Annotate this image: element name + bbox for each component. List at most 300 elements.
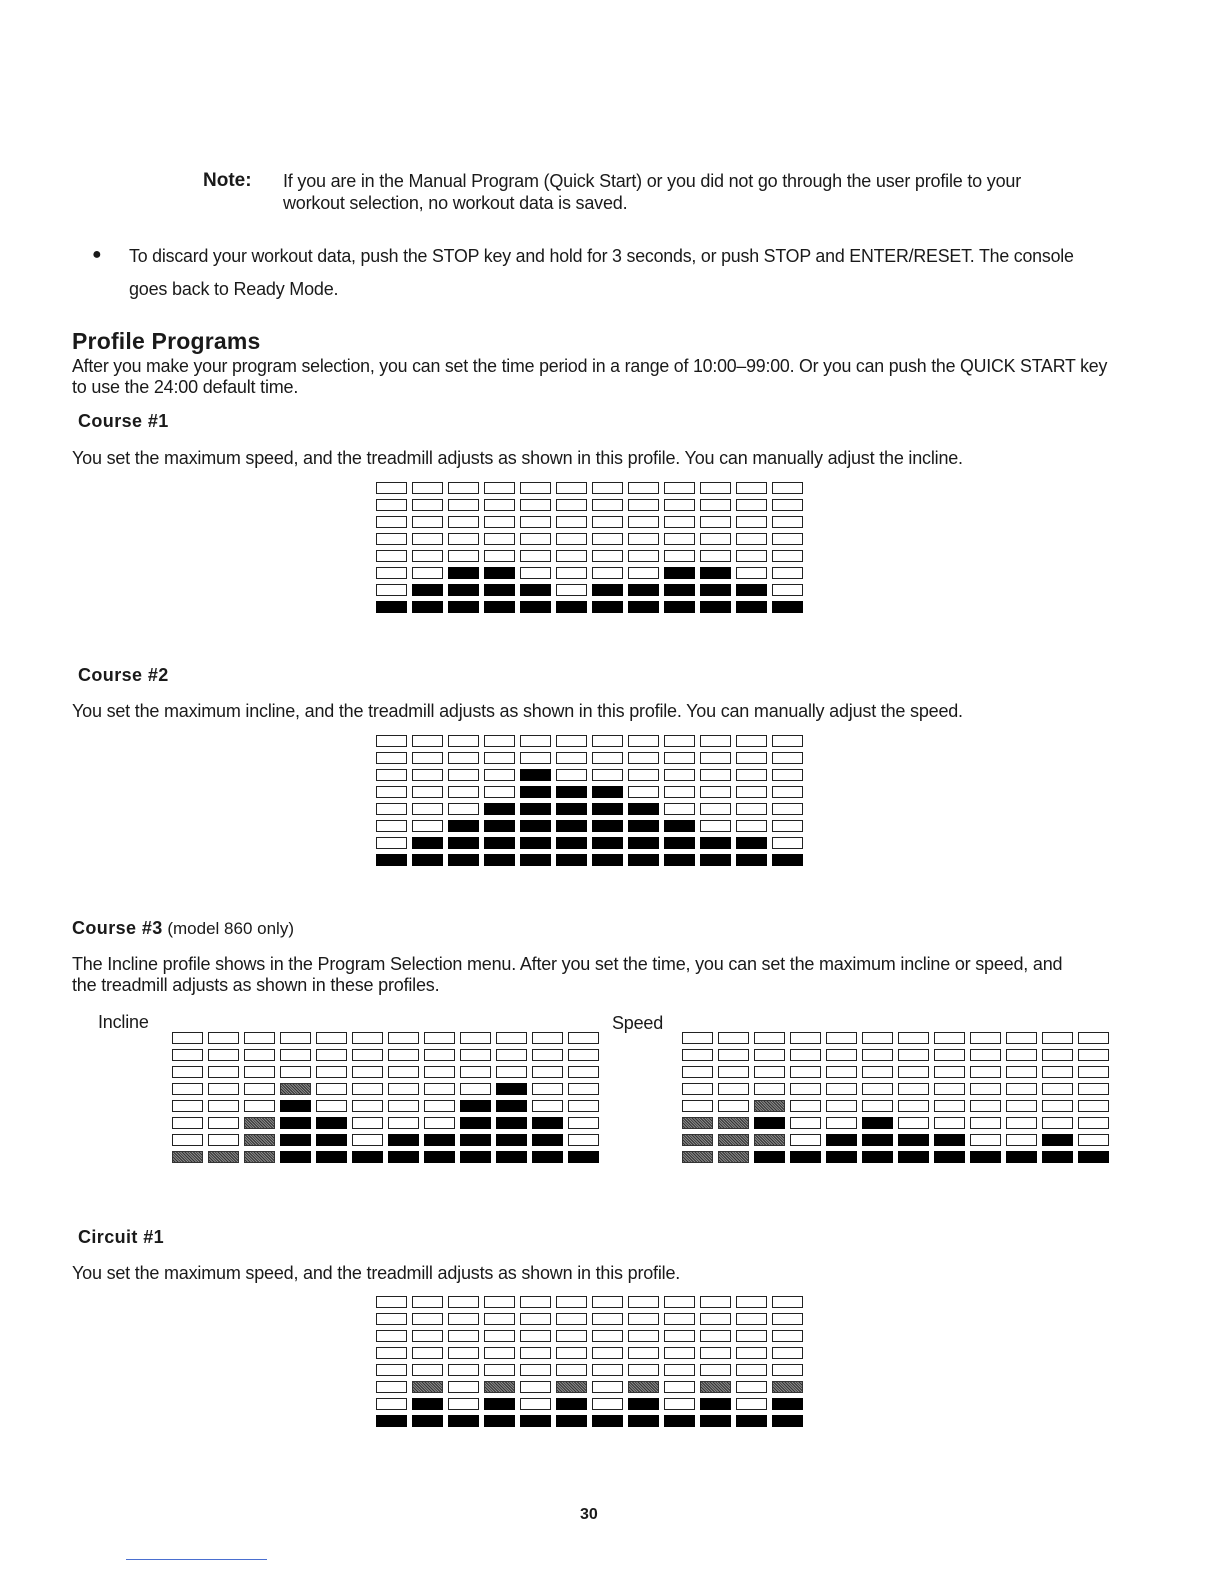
course3_speed-cell-r2-c4 xyxy=(790,1049,821,1061)
course1-cell-r7-c9 xyxy=(664,584,695,596)
course3_speed-cell-r8-c12 xyxy=(1078,1151,1109,1163)
course1-cell-r8-c5 xyxy=(520,601,551,613)
course3_speed-cell-r1-c1 xyxy=(682,1032,713,1044)
course1-cell-r6-c8 xyxy=(628,567,659,579)
course1-cell-r5-c5 xyxy=(520,550,551,562)
circuit1-cell-r8-c3 xyxy=(448,1415,479,1427)
course1-cell-r1-c12 xyxy=(772,482,803,494)
course2-cell-r1-c6 xyxy=(556,735,587,747)
circuit1-cell-r7-c4 xyxy=(484,1398,515,1410)
course1-cell-r7-c2 xyxy=(412,584,443,596)
circuit1-cell-r8-c1 xyxy=(376,1415,407,1427)
course3_incline-cell-r7-c4 xyxy=(280,1134,311,1146)
circuit1-title: Circuit #1 xyxy=(78,1227,165,1247)
course3_incline-cell-r3-c4 xyxy=(280,1066,311,1078)
course3_speed-cell-r3-c7 xyxy=(898,1066,929,1078)
course1-cell-r3-c2 xyxy=(412,516,443,528)
course3_speed-cell-r8-c10 xyxy=(1006,1151,1037,1163)
note-line-2: workout selection, no workout data is saved. xyxy=(283,193,628,213)
course2-cell-r3-c6 xyxy=(556,769,587,781)
circuit1-cell-r7-c5 xyxy=(520,1398,551,1410)
course3_speed-cell-r8-c11 xyxy=(1042,1151,1073,1163)
course3_incline-cell-r8-c6 xyxy=(352,1151,383,1163)
course3_speed-cell-r7-c8 xyxy=(934,1134,965,1146)
course3_speed-cell-r5-c12 xyxy=(1078,1100,1109,1112)
note-line-1: If you are in the Manual Program (Quick Start) or you did not go through the user profile to your xyxy=(283,171,1021,191)
course3_speed-cell-r5-c8 xyxy=(934,1100,965,1112)
course2-cell-r4-c3 xyxy=(448,786,479,798)
course2-cell-r2-c9 xyxy=(664,752,695,764)
course2-cell-r3-c9 xyxy=(664,769,695,781)
course2-cell-r5-c7 xyxy=(592,803,623,815)
course3_incline-cell-r4-c1 xyxy=(172,1083,203,1095)
course3_incline-cell-r2-c9 xyxy=(460,1049,491,1061)
course3_incline-cell-r3-c2 xyxy=(208,1066,239,1078)
course1-cell-r8-c4 xyxy=(484,601,515,613)
course1-cell-r6-c12 xyxy=(772,567,803,579)
course3_speed-cell-r8-c9 xyxy=(970,1151,1001,1163)
course2-cell-r6-c2 xyxy=(412,820,443,832)
course3_incline-cell-r6-c5 xyxy=(316,1117,347,1129)
circuit1-cell-r1-c12 xyxy=(772,1296,803,1308)
course3-title xyxy=(72,918,294,939)
course2-cell-r1-c5 xyxy=(520,735,551,747)
circuit1-cell-r5-c9 xyxy=(664,1364,695,1376)
course2-cell-r7-c5 xyxy=(520,837,551,849)
circuit1-cell-r8-c9 xyxy=(664,1415,695,1427)
circuit1-cell-r2-c3 xyxy=(448,1313,479,1325)
course1-cell-r5-c4 xyxy=(484,550,515,562)
course3_speed-cell-r6-c12 xyxy=(1078,1117,1109,1129)
course2-cell-r8-c12 xyxy=(772,854,803,866)
course2-cell-r5-c2 xyxy=(412,803,443,815)
course1-cell-r8-c1 xyxy=(376,601,407,613)
course2-cell-r8-c8 xyxy=(628,854,659,866)
circuit1-cell-r4-c9 xyxy=(664,1347,695,1359)
course1-cell-r2-c7 xyxy=(592,499,623,511)
course2-profile-grid xyxy=(376,735,803,866)
course1-description: You set the maximum speed, and the treadmill adjusts as shown in this profile. You can manually adjust the incline. xyxy=(72,448,963,468)
course2-cell-r1-c2 xyxy=(412,735,443,747)
course2-cell-r3-c3 xyxy=(448,769,479,781)
course2-cell-r4-c7 xyxy=(592,786,623,798)
circuit1-cell-r8-c4 xyxy=(484,1415,515,1427)
course3_incline-cell-r5-c3 xyxy=(244,1100,275,1112)
course3_incline-cell-r3-c10 xyxy=(496,1066,527,1078)
course1-cell-r7-c10 xyxy=(700,584,731,596)
course2-cell-r4-c11 xyxy=(736,786,767,798)
course1-cell-r4-c3 xyxy=(448,533,479,545)
course1-cell-r1-c4 xyxy=(484,482,515,494)
course1-cell-r1-c9 xyxy=(664,482,695,494)
circuit1-cell-r8-c8 xyxy=(628,1415,659,1427)
course2-cell-r8-c2 xyxy=(412,854,443,866)
course3_speed-cell-r4-c4 xyxy=(790,1083,821,1095)
circuit1-description: You set the maximum speed, and the treadmill adjusts as shown in this profile. xyxy=(72,1263,681,1283)
circuit1-cell-r2-c6 xyxy=(556,1313,587,1325)
course3_incline-cell-r5-c6 xyxy=(352,1100,383,1112)
circuit1-cell-r2-c9 xyxy=(664,1313,695,1325)
course3_speed-cell-r6-c11 xyxy=(1042,1117,1073,1129)
course2-cell-r7-c4 xyxy=(484,837,515,849)
course3-title-text: Course #3 xyxy=(72,918,163,938)
course3_speed-cell-r7-c9 xyxy=(970,1134,1001,1146)
course3_speed-cell-r3-c10 xyxy=(1006,1066,1037,1078)
course1-cell-r7-c4 xyxy=(484,584,515,596)
circuit1-cell-r1-c10 xyxy=(700,1296,731,1308)
footer-rule xyxy=(126,1559,267,1560)
circuit1-cell-r7-c8 xyxy=(628,1398,659,1410)
course3_speed-cell-r1-c6 xyxy=(862,1032,893,1044)
course2-cell-r6-c3 xyxy=(448,820,479,832)
circuit1-cell-r2-c5 xyxy=(520,1313,551,1325)
course3_incline-cell-r6-c10 xyxy=(496,1117,527,1129)
course3_speed-cell-r8-c2 xyxy=(718,1151,749,1163)
course3_incline-cell-r4-c5 xyxy=(316,1083,347,1095)
circuit1-cell-r6-c3 xyxy=(448,1381,479,1393)
course2-cell-r2-c8 xyxy=(628,752,659,764)
course3_incline-cell-r7-c1 xyxy=(172,1134,203,1146)
bullet-line-1: To discard your workout data, push the STOP key and hold for 3 seconds, or push STOP and ENTER/RESET. The console xyxy=(129,246,1074,266)
course2-cell-r8-c4 xyxy=(484,854,515,866)
course2-cell-r2-c4 xyxy=(484,752,515,764)
course3_speed-cell-r5-c5 xyxy=(826,1100,857,1112)
course3_incline-cell-r3-c11 xyxy=(532,1066,563,1078)
course3_incline-cell-r6-c1 xyxy=(172,1117,203,1129)
course3_incline-cell-r3-c8 xyxy=(424,1066,455,1078)
course1-cell-r3-c8 xyxy=(628,516,659,528)
course1-cell-r2-c3 xyxy=(448,499,479,511)
course2-cell-r1-c11 xyxy=(736,735,767,747)
course3-title-extra: (model 860 only) xyxy=(162,919,294,938)
circuit1-cell-r4-c11 xyxy=(736,1347,767,1359)
course3_speed-cell-r5-c11 xyxy=(1042,1100,1073,1112)
circuit1-cell-r1-c8 xyxy=(628,1296,659,1308)
course3_incline-cell-r7-c7 xyxy=(388,1134,419,1146)
circuit1-cell-r4-c1 xyxy=(376,1347,407,1359)
course1-cell-r8-c9 xyxy=(664,601,695,613)
course1-cell-r4-c2 xyxy=(412,533,443,545)
circuit1-cell-r7-c3 xyxy=(448,1398,479,1410)
circuit1-cell-r6-c1 xyxy=(376,1381,407,1393)
circuit1-cell-r1-c1 xyxy=(376,1296,407,1308)
circuit1-cell-r5-c6 xyxy=(556,1364,587,1376)
course3_incline-cell-r6-c6 xyxy=(352,1117,383,1129)
circuit1-cell-r4-c10 xyxy=(700,1347,731,1359)
circuit1-cell-r5-c10 xyxy=(700,1364,731,1376)
course2-cell-r7-c12 xyxy=(772,837,803,849)
course1-cell-r8-c8 xyxy=(628,601,659,613)
course3_incline-cell-r1-c7 xyxy=(388,1032,419,1044)
course2-cell-r8-c9 xyxy=(664,854,695,866)
course3_incline-cell-r5-c1 xyxy=(172,1100,203,1112)
course2-cell-r6-c8 xyxy=(628,820,659,832)
course3_incline-cell-r1-c1 xyxy=(172,1032,203,1044)
course3_incline-cell-r2-c6 xyxy=(352,1049,383,1061)
course3_speed-cell-r5-c3 xyxy=(754,1100,785,1112)
course3_incline-cell-r8-c7 xyxy=(388,1151,419,1163)
course2-cell-r2-c6 xyxy=(556,752,587,764)
course1-cell-r2-c11 xyxy=(736,499,767,511)
circuit1-cell-r5-c7 xyxy=(592,1364,623,1376)
course2-cell-r6-c10 xyxy=(700,820,731,832)
course3_speed-cell-r4-c12 xyxy=(1078,1083,1109,1095)
course3_speed-cell-r2-c7 xyxy=(898,1049,929,1061)
course1-cell-r4-c4 xyxy=(484,533,515,545)
course2-cell-r2-c12 xyxy=(772,752,803,764)
course3_incline-cell-r2-c4 xyxy=(280,1049,311,1061)
course3_speed-cell-r2-c9 xyxy=(970,1049,1001,1061)
circuit1-cell-r7-c10 xyxy=(700,1398,731,1410)
course1-cell-r6-c11 xyxy=(736,567,767,579)
circuit1-cell-r7-c9 xyxy=(664,1398,695,1410)
course3_incline-cell-r3-c1 xyxy=(172,1066,203,1078)
course3_speed-cell-r8-c6 xyxy=(862,1151,893,1163)
course1-cell-r2-c10 xyxy=(700,499,731,511)
course1-cell-r3-c3 xyxy=(448,516,479,528)
course3_incline-cell-r7-c3 xyxy=(244,1134,275,1146)
circuit1-cell-r3-c11 xyxy=(736,1330,767,1342)
circuit1-cell-r6-c10 xyxy=(700,1381,731,1393)
course3_speed-cell-r3-c11 xyxy=(1042,1066,1073,1078)
course2-cell-r4-c4 xyxy=(484,786,515,798)
profile-intro-line-2: to use the 24:00 default time. xyxy=(72,377,299,397)
course2-cell-r5-c8 xyxy=(628,803,659,815)
course3_incline-cell-r5-c2 xyxy=(208,1100,239,1112)
course3_speed-cell-r7-c5 xyxy=(826,1134,857,1146)
course3_speed-cell-r2-c8 xyxy=(934,1049,965,1061)
course1-cell-r8-c10 xyxy=(700,601,731,613)
circuit1-cell-r8-c10 xyxy=(700,1415,731,1427)
section-title-profile-programs: Profile Programs xyxy=(72,328,261,354)
course3_incline-cell-r8-c8 xyxy=(424,1151,455,1163)
course3_incline-cell-r8-c10 xyxy=(496,1151,527,1163)
course1-cell-r3-c9 xyxy=(664,516,695,528)
course3_speed-cell-r4-c2 xyxy=(718,1083,749,1095)
course2-cell-r8-c11 xyxy=(736,854,767,866)
course2-cell-r5-c9 xyxy=(664,803,695,815)
course1-cell-r1-c7 xyxy=(592,482,623,494)
course3_incline-cell-r8-c9 xyxy=(460,1151,491,1163)
circuit1-cell-r4-c8 xyxy=(628,1347,659,1359)
course3_speed-cell-r1-c12 xyxy=(1078,1032,1109,1044)
course3_speed-cell-r3-c8 xyxy=(934,1066,965,1078)
course1-cell-r4-c12 xyxy=(772,533,803,545)
circuit1-cell-r5-c11 xyxy=(736,1364,767,1376)
course2-cell-r7-c2 xyxy=(412,837,443,849)
course1-cell-r7-c7 xyxy=(592,584,623,596)
course2-cell-r8-c6 xyxy=(556,854,587,866)
course2-cell-r1-c3 xyxy=(448,735,479,747)
course2-cell-r3-c2 xyxy=(412,769,443,781)
course3_speed-cell-r6-c10 xyxy=(1006,1117,1037,1129)
course3_incline-cell-r7-c9 xyxy=(460,1134,491,1146)
course2-cell-r2-c7 xyxy=(592,752,623,764)
course3_incline-cell-r6-c8 xyxy=(424,1117,455,1129)
course2-cell-r8-c3 xyxy=(448,854,479,866)
course3_speed-cell-r3-c12 xyxy=(1078,1066,1109,1078)
circuit1-cell-r8-c12 xyxy=(772,1415,803,1427)
course3_incline-cell-r5-c5 xyxy=(316,1100,347,1112)
circuit1-cell-r3-c10 xyxy=(700,1330,731,1342)
incline-label: Incline xyxy=(98,1012,149,1032)
course2-cell-r5-c10 xyxy=(700,803,731,815)
circuit1-cell-r3-c12 xyxy=(772,1330,803,1342)
course1-cell-r3-c6 xyxy=(556,516,587,528)
circuit1-cell-r8-c11 xyxy=(736,1415,767,1427)
course2-cell-r3-c1 xyxy=(376,769,407,781)
course2-cell-r5-c1 xyxy=(376,803,407,815)
course3_speed-cell-r6-c1 xyxy=(682,1117,713,1129)
course1-cell-r6-c9 xyxy=(664,567,695,579)
course2-cell-r7-c8 xyxy=(628,837,659,849)
course3_speed-cell-r4-c3 xyxy=(754,1083,785,1095)
course3_speed-cell-r4-c9 xyxy=(970,1083,1001,1095)
circuit1-cell-r6-c7 xyxy=(592,1381,623,1393)
course3_incline-cell-r6-c9 xyxy=(460,1117,491,1129)
circuit1-cell-r1-c6 xyxy=(556,1296,587,1308)
circuit1-cell-r7-c7 xyxy=(592,1398,623,1410)
course1-cell-r2-c5 xyxy=(520,499,551,511)
course3_incline-cell-r2-c12 xyxy=(568,1049,599,1061)
course3_speed-cell-r6-c2 xyxy=(718,1117,749,1129)
circuit1-cell-r8-c5 xyxy=(520,1415,551,1427)
course3_speed-cell-r1-c4 xyxy=(790,1032,821,1044)
course3-incline-profile-grid xyxy=(172,1032,599,1163)
course2-cell-r1-c9 xyxy=(664,735,695,747)
circuit1-cell-r5-c3 xyxy=(448,1364,479,1376)
circuit1-cell-r4-c6 xyxy=(556,1347,587,1359)
course3_speed-cell-r6-c3 xyxy=(754,1117,785,1129)
course1-cell-r4-c7 xyxy=(592,533,623,545)
course3_incline-cell-r1-c2 xyxy=(208,1032,239,1044)
course3_speed-cell-r7-c7 xyxy=(898,1134,929,1146)
course3_incline-cell-r1-c3 xyxy=(244,1032,275,1044)
course3_speed-cell-r1-c3 xyxy=(754,1032,785,1044)
course1-cell-r7-c5 xyxy=(520,584,551,596)
circuit1-cell-r5-c5 xyxy=(520,1364,551,1376)
course3_incline-cell-r1-c11 xyxy=(532,1032,563,1044)
course1-cell-r7-c1 xyxy=(376,584,407,596)
circuit1-cell-r1-c2 xyxy=(412,1296,443,1308)
course1-cell-r5-c12 xyxy=(772,550,803,562)
circuit1-profile-grid xyxy=(376,1296,803,1427)
course1-cell-r3-c7 xyxy=(592,516,623,528)
course1-cell-r5-c10 xyxy=(700,550,731,562)
course3_speed-cell-r1-c10 xyxy=(1006,1032,1037,1044)
course3_incline-cell-r5-c11 xyxy=(532,1100,563,1112)
course3_speed-cell-r2-c5 xyxy=(826,1049,857,1061)
course3_speed-cell-r6-c6 xyxy=(862,1117,893,1129)
course1-cell-r4-c1 xyxy=(376,533,407,545)
course2-cell-r5-c5 xyxy=(520,803,551,815)
course3_speed-cell-r2-c1 xyxy=(682,1049,713,1061)
course3_incline-cell-r2-c2 xyxy=(208,1049,239,1061)
course3_incline-cell-r3-c7 xyxy=(388,1066,419,1078)
course3_speed-cell-r4-c6 xyxy=(862,1083,893,1095)
course3_incline-cell-r7-c10 xyxy=(496,1134,527,1146)
course3_speed-cell-r8-c7 xyxy=(898,1151,929,1163)
course3_speed-cell-r6-c7 xyxy=(898,1117,929,1129)
circuit1-cell-r2-c2 xyxy=(412,1313,443,1325)
course1-cell-r8-c2 xyxy=(412,601,443,613)
course2-cell-r4-c8 xyxy=(628,786,659,798)
course3_incline-cell-r4-c12 xyxy=(568,1083,599,1095)
course1-cell-r3-c5 xyxy=(520,516,551,528)
course3_speed-cell-r3-c2 xyxy=(718,1066,749,1078)
course2-cell-r1-c1 xyxy=(376,735,407,747)
course3_incline-cell-r3-c5 xyxy=(316,1066,347,1078)
course3_speed-cell-r2-c10 xyxy=(1006,1049,1037,1061)
circuit1-cell-r7-c6 xyxy=(556,1398,587,1410)
circuit1-cell-r6-c11 xyxy=(736,1381,767,1393)
course1-cell-r6-c6 xyxy=(556,567,587,579)
course3_incline-cell-r4-c7 xyxy=(388,1083,419,1095)
circuit1-cell-r1-c11 xyxy=(736,1296,767,1308)
course3_speed-cell-r5-c7 xyxy=(898,1100,929,1112)
course3-speed-profile-grid xyxy=(682,1032,1109,1163)
course3_incline-cell-r4-c8 xyxy=(424,1083,455,1095)
circuit1-cell-r3-c5 xyxy=(520,1330,551,1342)
course2-title: Course #2 xyxy=(78,665,169,685)
course3_speed-cell-r7-c12 xyxy=(1078,1134,1109,1146)
course3_speed-cell-r3-c4 xyxy=(790,1066,821,1078)
course3_speed-cell-r1-c11 xyxy=(1042,1032,1073,1044)
course3_speed-cell-r6-c4 xyxy=(790,1117,821,1129)
course2-cell-r5-c6 xyxy=(556,803,587,815)
course3_incline-cell-r2-c8 xyxy=(424,1049,455,1061)
circuit1-cell-r5-c4 xyxy=(484,1364,515,1376)
course2-cell-r7-c9 xyxy=(664,837,695,849)
course3_incline-cell-r1-c9 xyxy=(460,1032,491,1044)
course3_speed-cell-r2-c3 xyxy=(754,1049,785,1061)
course3_incline-cell-r5-c12 xyxy=(568,1100,599,1112)
course1-cell-r8-c3 xyxy=(448,601,479,613)
course3_speed-cell-r3-c3 xyxy=(754,1066,785,1078)
course3_incline-cell-r2-c11 xyxy=(532,1049,563,1061)
circuit1-cell-r6-c9 xyxy=(664,1381,695,1393)
course3_incline-cell-r6-c3 xyxy=(244,1117,275,1129)
circuit1-cell-r3-c6 xyxy=(556,1330,587,1342)
course3_incline-cell-r8-c5 xyxy=(316,1151,347,1163)
course3_incline-cell-r7-c8 xyxy=(424,1134,455,1146)
course3-line-1: The Incline profile shows in the Program Selection menu. After you set the time, you can set the maximum incline or speed, and xyxy=(72,954,1063,974)
course1-cell-r2-c1 xyxy=(376,499,407,511)
course3_speed-cell-r2-c6 xyxy=(862,1049,893,1061)
circuit1-cell-r2-c4 xyxy=(484,1313,515,1325)
course3_incline-cell-r2-c5 xyxy=(316,1049,347,1061)
course2-cell-r7-c1 xyxy=(376,837,407,849)
course2-cell-r4-c12 xyxy=(772,786,803,798)
course3_incline-cell-r5-c7 xyxy=(388,1100,419,1112)
course1-cell-r2-c12 xyxy=(772,499,803,511)
course3_speed-cell-r7-c2 xyxy=(718,1134,749,1146)
course1-cell-r2-c8 xyxy=(628,499,659,511)
circuit1-cell-r3-c1 xyxy=(376,1330,407,1342)
circuit1-cell-r3-c3 xyxy=(448,1330,479,1342)
course1-cell-r4-c11 xyxy=(736,533,767,545)
course1-title: Course #1 xyxy=(78,411,169,431)
course1-cell-r6-c3 xyxy=(448,567,479,579)
course1-cell-r5-c6 xyxy=(556,550,587,562)
course3_speed-cell-r7-c11 xyxy=(1042,1134,1073,1146)
course2-cell-r3-c4 xyxy=(484,769,515,781)
course1-cell-r4-c10 xyxy=(700,533,731,545)
course3_incline-cell-r1-c8 xyxy=(424,1032,455,1044)
course1-cell-r3-c12 xyxy=(772,516,803,528)
course3_speed-cell-r7-c6 xyxy=(862,1134,893,1146)
course3_speed-cell-r2-c2 xyxy=(718,1049,749,1061)
